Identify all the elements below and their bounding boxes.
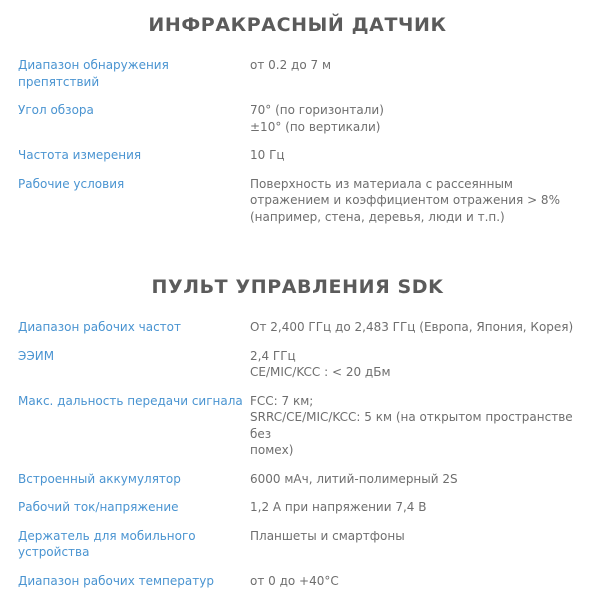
spec-label: Диапазон рабочих частот [18,320,181,334]
spec-label: Встроенный аккумулятор [18,471,181,486]
spec-value [250,471,583,488]
section-title-remote-controller: ПУЛЬТ УПРАВЛЕНИЯ SDK [151,276,444,298]
spec-value-line: помех) [250,443,294,457]
spec-value-line: от 0 до +40°C [250,573,339,588]
spec-row-operating-temperature [18,573,583,590]
spec-table-remote-controller [18,319,583,589]
spec-label: Макс. дальность передачи сигнала [18,393,243,408]
spec-value [250,499,583,516]
spec-row-field-of-view [18,102,583,135]
spec-value [250,176,583,226]
spec-row-operating-conditions [18,176,583,226]
spec-row-operating-frequency [18,319,583,336]
spec-value [250,348,583,381]
spec-row-eirp [18,348,583,381]
spec-value [250,319,583,336]
spec-value [250,102,583,135]
spec-value-line: От 2,400 ГГц до 2,483 ГГц (Европа, Япония, Корея) [250,320,574,334]
spec-value-line: 70° (по горизонтали) [250,103,384,117]
spec-label [18,528,250,561]
spec-value [250,57,583,74]
spec-value-line: ±10° (по вертикали) [250,119,381,134]
spec-value-line: 2,4 ГГц [250,348,296,363]
spec-value-line: FCC: 7 км; [250,393,314,408]
spec-label: Угол обзора [18,103,94,117]
section-title-infrared-sensor: ИНФРАКРАСНЫЙ ДАТЧИК [148,14,447,36]
spec-value [250,528,583,545]
spec-value-line: CE/MIC/KCC : < 20 дБм [250,365,391,379]
spec-label: Рабочий ток/напряжение [18,500,179,514]
spec-value [250,147,583,164]
spec-value-line: Поверхность из материала с рассеянным [250,176,513,191]
spec-value-line: отражением и коэффициентом отражения > 8% [250,193,560,207]
spec-label: Диапазон рабочих температур [18,573,214,588]
spec-label-line: Держатель для мобильного [18,528,196,543]
spec-label: Частота измерения [18,148,142,162]
spec-value-line: от 0.2 до 7 м [250,58,331,72]
spec-row-detection-range [18,57,583,90]
spec-row-measurement-frequency [18,147,583,164]
spec-row-mobile-device-holder [18,528,583,561]
spec-value [250,573,583,590]
spec-row-built-in-battery [18,471,583,488]
spec-row-operating-current-voltage [18,499,583,516]
spec-table-infrared-sensor [18,57,583,225]
spec-value-line: 6000 мАч, литий-полимерный 2S [250,471,458,486]
spec-value-line: Планшеты и смартфоны [250,528,405,543]
spec-value-line: (например, стена, деревья, люди и т.п.) [250,209,505,224]
spec-label-line: устройства [18,545,90,559]
spec-row-max-transmission-distance [18,393,583,459]
spec-value-line: SRRC/CE/MIC/KCC: 5 км (на открытом пространстве без [250,410,573,441]
spec-label: Диапазон обнаружения препятствий [18,58,169,89]
spec-value-line: 1,2 А при напряжении 7,4 В [250,500,427,514]
spec-value-line: 10 Гц [250,148,285,162]
spec-label: ЭЭИМ [18,348,55,363]
spec-value [250,393,583,459]
spec-label: Рабочие условия [18,176,125,191]
